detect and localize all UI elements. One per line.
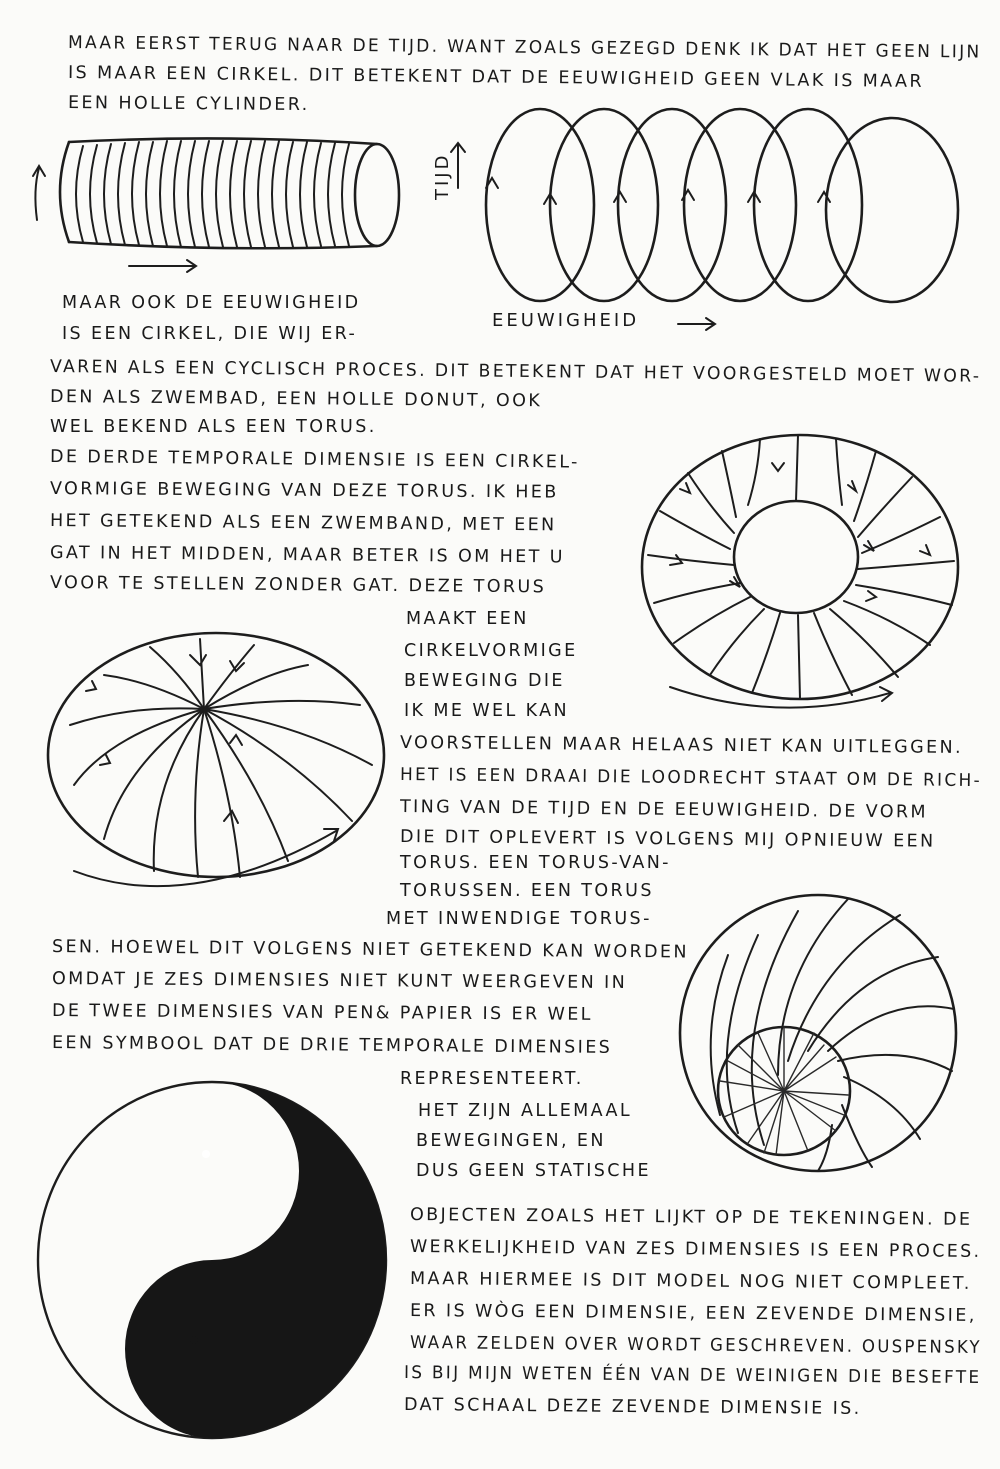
text-line-35: MAAR HIERMEE IS DIT MODEL NOG NIET COMPLEET. [409, 1269, 972, 1294]
text-line-19: HET IS EEN DRAAI DIE LOODRECHT STAAT OM DE RICH- [399, 765, 983, 792]
text-line-23: TORUSSEN. EEN TORUS [400, 881, 654, 901]
nested-torus-drawing [668, 885, 968, 1185]
text-line-13: VOOR TE STELLEN ZONDER GAT. DEZE TORUS [49, 573, 547, 598]
text-line-9: DE DERDE TEMPORALE DIMENSIE IS EEN CIRKEL- [49, 447, 580, 473]
time-axis-label: TIJD [432, 152, 453, 200]
eternity-axis-label: EEUWIGHEID [492, 310, 640, 331]
text-line-6: VAREN ALS EEN CYCLISCH PROCES. DIT BETEKENT DAT HET VOORGESTELD MOET WOR- [49, 357, 982, 387]
text-line-18: VOORSTELLEN MAAR HELAAS NIET KAN UITLEGGEN. [399, 733, 964, 758]
text-line-31: BEWEGINGEN, EN [416, 1131, 606, 1151]
text-line-21: DIE DIT OPLEVERT IS VOLGENS MIJ OPNIEUW EEN [399, 827, 936, 852]
cylinder-drawing [25, 130, 405, 280]
text-line-28: EEN SYMBOOL DAT DE DRIE TEMPORALE DIMENSIES [51, 1033, 613, 1058]
text-line-36: ER IS WÒG EEN DIMENSIE, EEN ZEVENDE DIMENSIE, [409, 1301, 977, 1326]
text-line-16: BEWEGING DIE [404, 671, 565, 691]
text-line-22: TORUS. EEN TORUS-VAN- [400, 853, 671, 873]
text-line-32: DUS GEEN STATISCHE [416, 1161, 651, 1181]
text-line-2: IS MAAR EEN CIRKEL. DIT BETEKENT DAT DE EEUWIGHEID GEEN VLAK IS MAAR [67, 63, 925, 92]
torus-drawing [630, 425, 980, 725]
chain-of-circles-drawing [478, 100, 978, 320]
text-line-25: SEN. HOEWEL DIT VOLGENS NIET GETEKEND KAN WORDEN [51, 937, 690, 963]
text-line-37: WAAR ZELDEN OVER WORDT GESCHREVEN. OUSPENSKY [409, 1333, 982, 1358]
text-line-38: IS BIJ MIJN WETEN ÉÉN VAN DE WEINIGEN DIE BESEFTE [403, 1363, 982, 1389]
text-line-10: VORMIGE BEWEGING VAN DEZE TORUS. IK HEB [49, 479, 559, 503]
text-line-26: OMDAT JE ZES DIMENSIES NIET KUNT WEERGEVEN IN [51, 969, 628, 994]
text-line-30: HET ZIJN ALLEMAAL [418, 1101, 633, 1121]
text-line-34: WERKELIJKHEID VAN ZES DIMENSIES IS EEN PROCES. [409, 1237, 982, 1262]
text-line-1: MAAR EERST TERUG NAAR DE TIJD. WANT ZOALS GEZEGD DENK IK DAT HET GEEN LIJN [67, 33, 982, 63]
text-line-4: MAAR OOK DE EEUWIGHEID [62, 293, 361, 313]
text-line-27: DE TWEE DIMENSIES VAN PEN& PAPIER IS ER WEL [51, 1001, 593, 1025]
text-line-17: IK ME WEL KAN [404, 701, 570, 721]
text-line-12: GAT IN HET MIDDEN, MAAR BETER IS OM HET U [49, 543, 566, 568]
text-line-5: IS EEN CIRKEL, DIE WIJ ER- [62, 324, 358, 344]
yin-yang-symbol [20, 1068, 390, 1448]
text-line-20: TING VAN DE TIJD EN DE EEUWIGHEID. DE VORM [399, 797, 929, 823]
text-line-15: CIRKELVORMIGE [404, 641, 578, 661]
text-line-3: EEN HOLLE CYLINDER. [67, 93, 310, 116]
text-line-29: REPRESENTEERT. [400, 1069, 584, 1089]
text-line-11: HET GETEKEND ALS EEN ZWEMBAND, MET EEN [49, 511, 557, 536]
text-line-24: MET INWENDIGE TORUS- [386, 909, 652, 929]
text-line-33: OBJECTEN ZOALS HET LIJKT OP DE TEKENINGEN. DE [409, 1205, 973, 1230]
text-line-7: DEN ALS ZWEMBAD, EEN HOLLE DONUT, OOK [49, 387, 543, 412]
text-line-14: MAAKT EEN [406, 609, 529, 629]
text-line-39: DAT SCHAAL DEZE ZEVENDE DIMENSIE IS. [403, 1395, 862, 1419]
text-line-8: WEL BEKEND ALS EEN TORUS. [50, 417, 377, 437]
sphere-torus-drawing [40, 625, 380, 915]
time-axis-arrow-icon [448, 140, 468, 190]
